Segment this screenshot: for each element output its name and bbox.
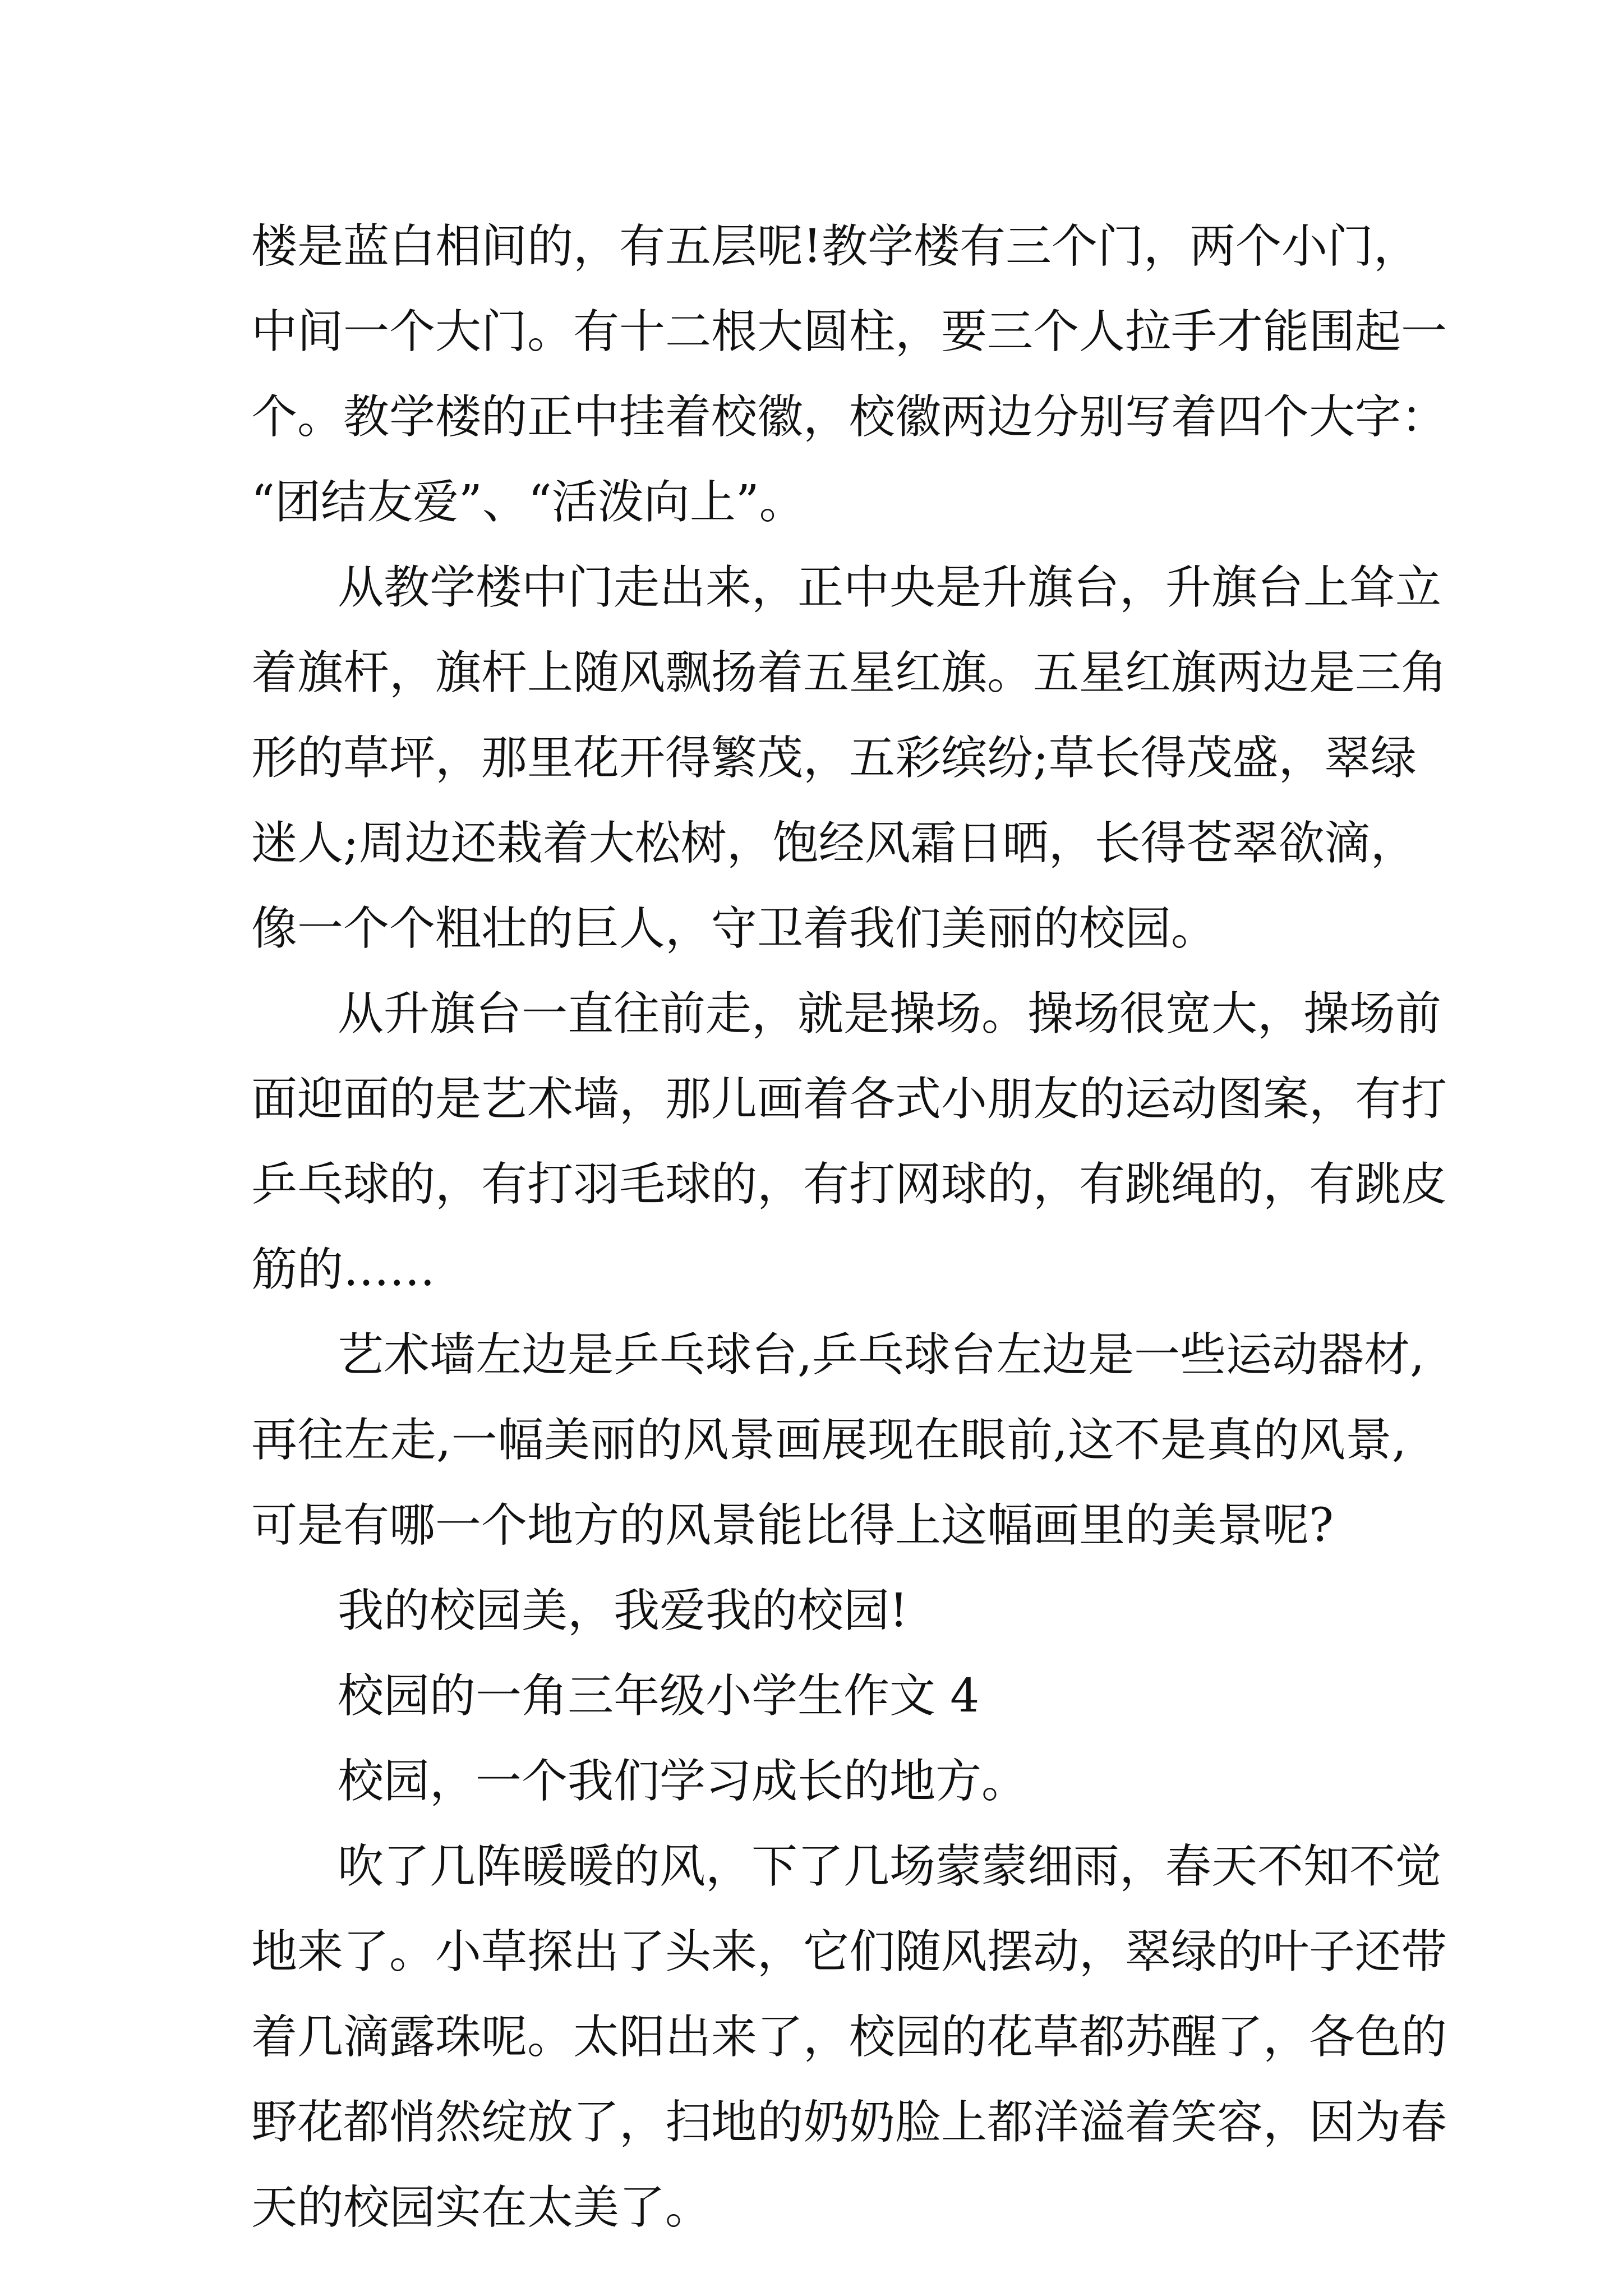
text-line: 形的草坪，那里花开得繁茂，五彩缤纷;草长得茂盛，翠绿 [251,731,1417,785]
text-line: 筋的…… [251,1243,436,1296]
text-line: 艺术墙左边是乒乓球台,乒乓球台左边是一些运动器材, [338,1328,1425,1382]
text-line: 从教学楼中门走出来，正中央是升旗台，升旗台上耸立 [338,561,1442,614]
text-line: 着旗杆，旗杆上随风飘扬着五星红旗。五星红旗两边是三角 [251,646,1447,700]
text-line: 楼是蓝白相间的，有五层呢!教学楼有三个门，两个小门， [251,220,1419,273]
text-line: 像一个个粗壮的巨人，守卫着我们美丽的校园。 [251,902,1218,955]
text-line: 野花都悄然绽放了，扫地的奶奶脸上都洋溢着笑容，因为春 [251,2096,1447,2149]
text-line: 再往左走,一幅美丽的风景画展现在眼前,这不是真的风景, [251,1414,1407,1467]
text-line: 个。教学楼的正中挂着校徽，校徽两边分别写着四个大字： [251,390,1447,444]
text-line: 迷人;周边还栽着大松树，饱经风霜日晒，长得苍翠欲滴， [251,817,1417,870]
text-line: 可是有哪一个地方的风景能比得上这幅画里的美景呢? [251,1499,1334,1552]
text-line: 我的校园美，我爱我的校园! [338,1584,908,1637]
text-line: 校园，一个我们学习成长的地方。 [338,1755,1028,1808]
text-line: 吹了几阵暖暖的风，下了几场蒙蒙细雨，春天不知不觉 [338,1840,1442,1893]
text-line: 从升旗台一直往前走，就是操场。操场很宽大，操场前 [338,987,1442,1041]
text-line: “团结友爱”、“活泼向上”。 [251,476,805,529]
text-line: 地来了。小草探出了头来，它们随风摆动，翠绿的叶子还带 [251,1925,1447,1978]
text-line: 天的校园实在太美了。 [251,2181,712,2234]
text-line: 着几滴露珠呢。太阳出来了，校园的花草都苏醒了，各色的 [251,2010,1447,2064]
text-line: 面迎面的是艺术墙，那儿画着各式小朋友的运动图案，有打 [251,1073,1447,1126]
section-heading: 校园的一角三年级小学生作文 4 [338,1669,980,1723]
text-line: 乒乓球的，有打羽毛球的，有打网球的，有跳绳的，有跳皮 [251,1158,1447,1211]
text-line: 中间一个大门。有十二根大圆柱，要三个人拉手才能围起一 [251,305,1447,358]
